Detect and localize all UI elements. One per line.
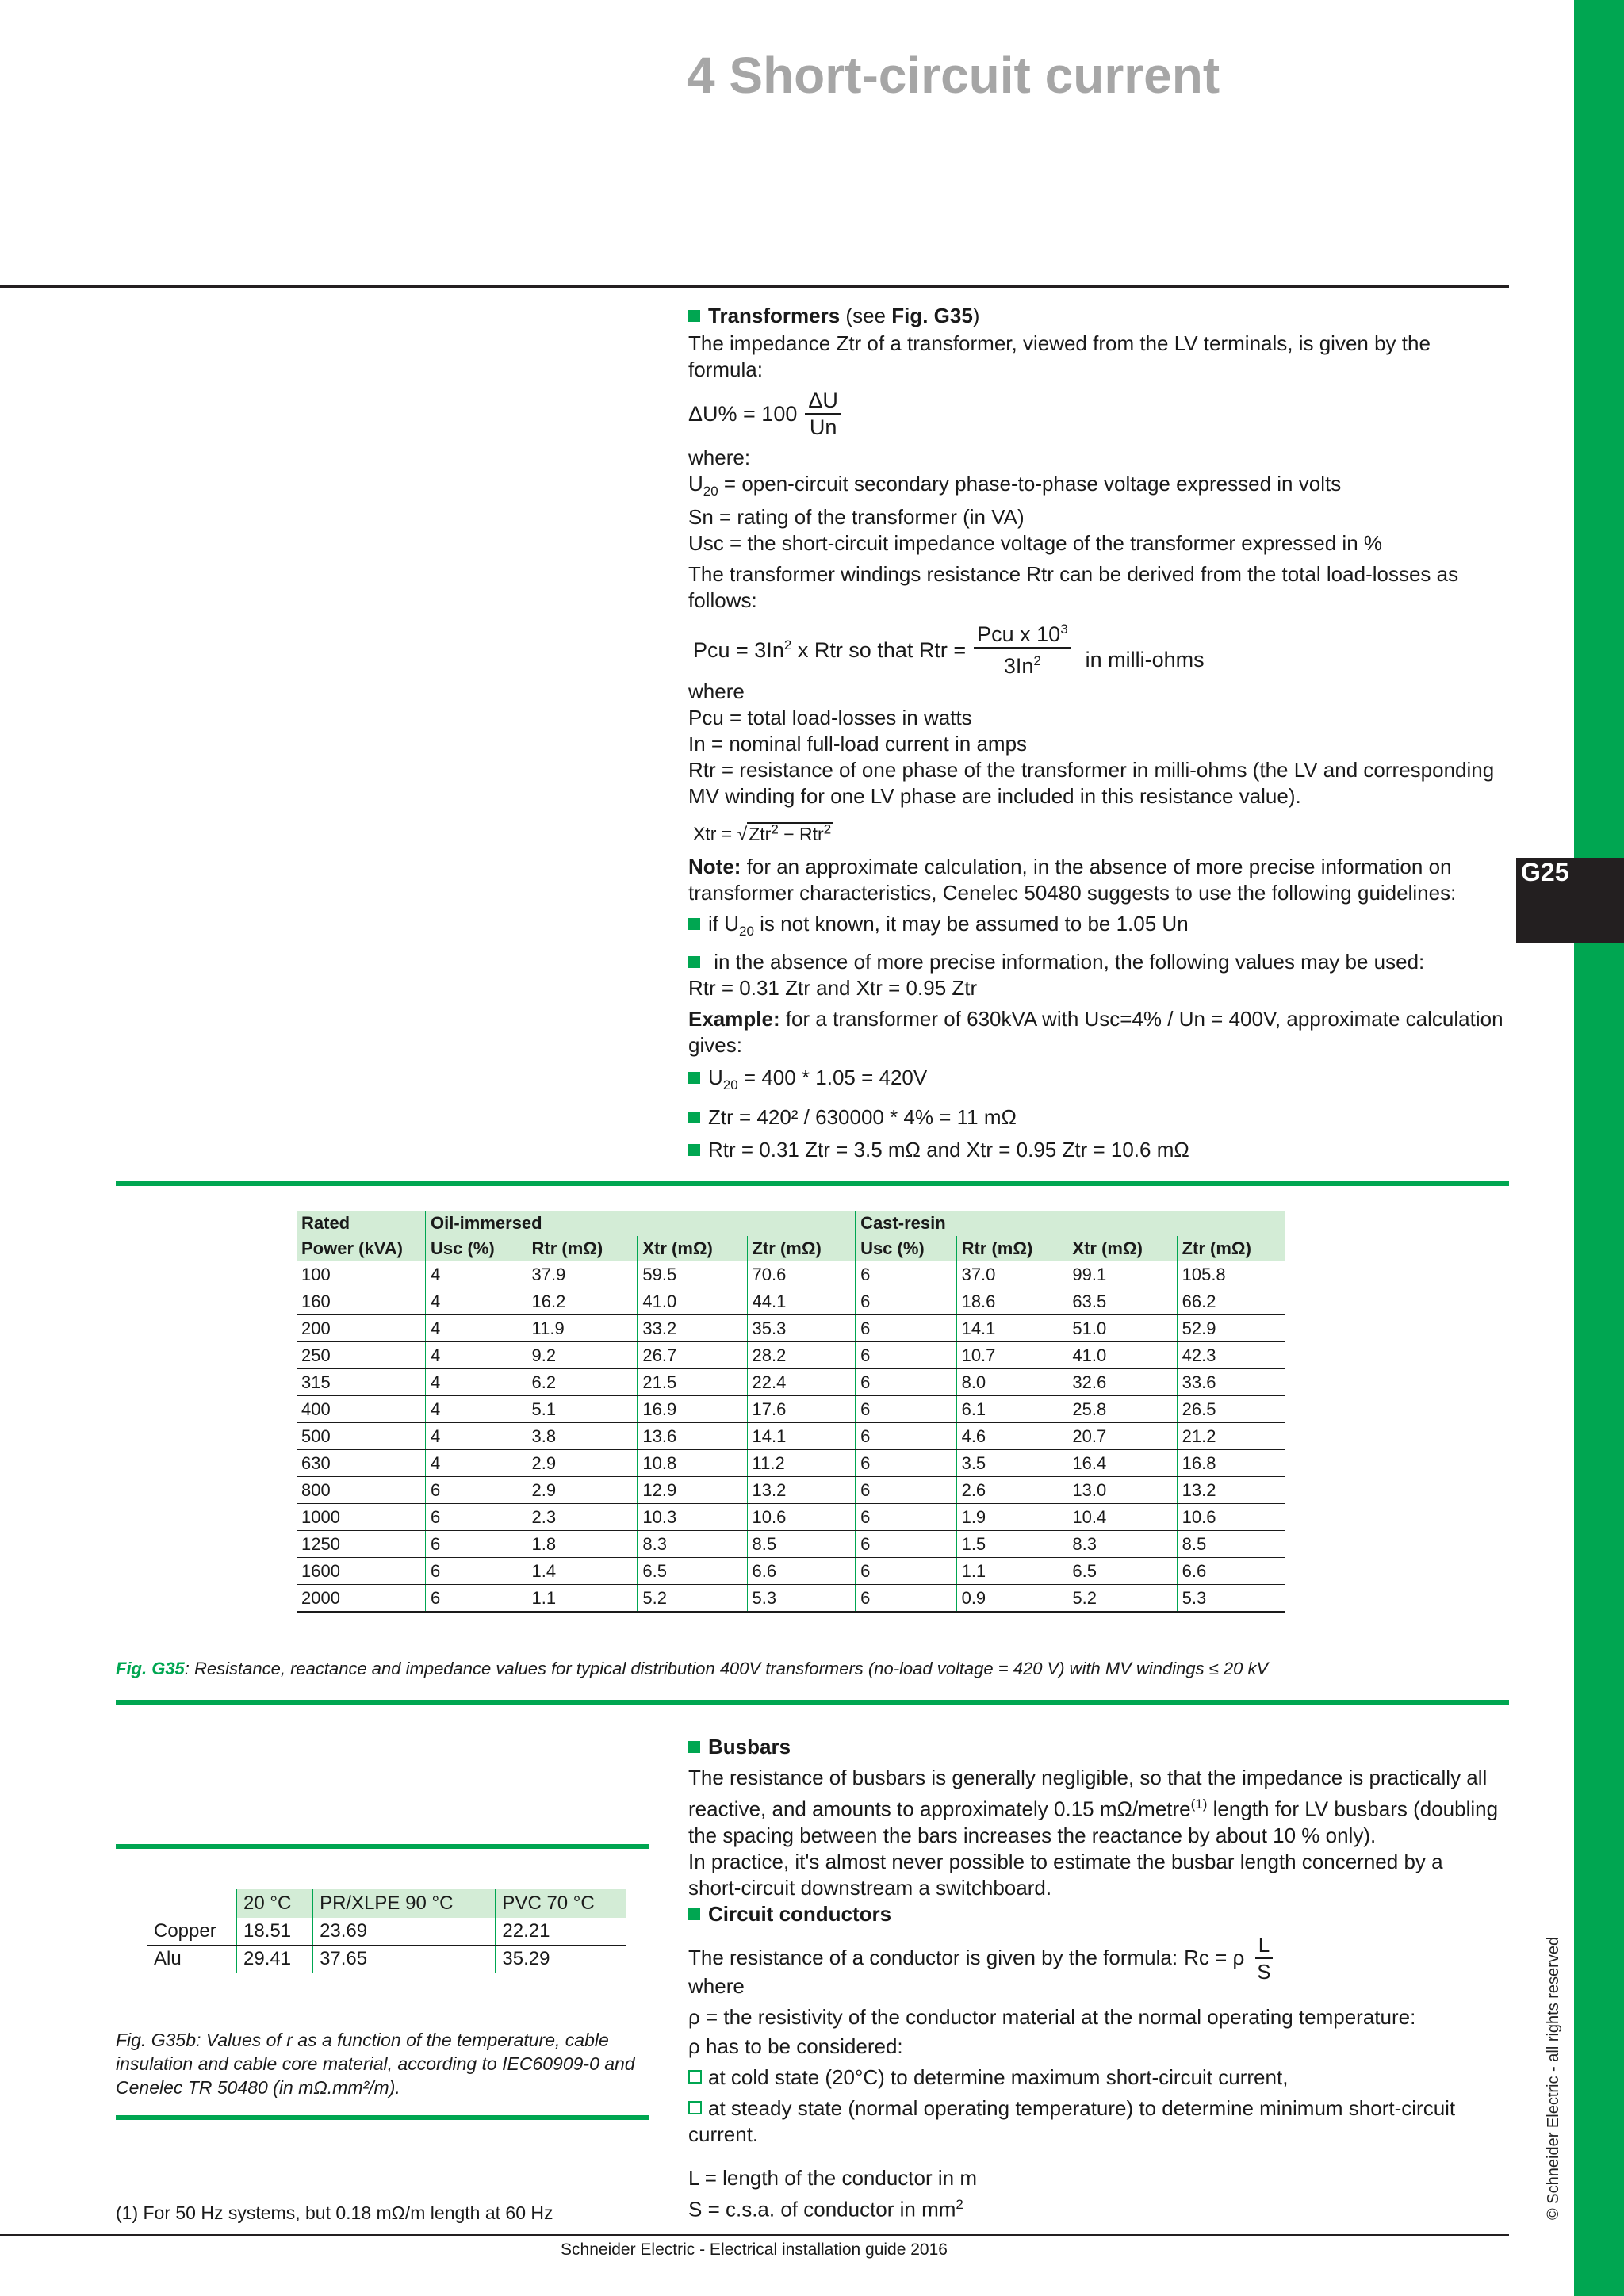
table-cell: 1.5 <box>956 1531 1067 1558</box>
table-cell: 5.2 <box>1067 1585 1177 1613</box>
table-cell: 14.1 <box>747 1423 856 1450</box>
table-cell: 6.6 <box>1177 1558 1285 1585</box>
table-cell: 13.0 <box>1067 1477 1177 1504</box>
bullet-square-icon <box>688 1741 700 1753</box>
col-header: PVC 70 °C <box>496 1889 626 1918</box>
footer-text: Schneider Electric - Electrical installation guide 2016 <box>561 2241 948 2259</box>
table-cell: 6 <box>856 1477 957 1504</box>
col-header: Rtr (mΩ) <box>956 1236 1067 1261</box>
table-row <box>297 1504 1285 1531</box>
table-cell: 21.5 <box>638 1369 747 1396</box>
table-row <box>147 1946 626 1973</box>
table-cell: 6 <box>856 1585 957 1613</box>
table-cell: 22.4 <box>747 1369 856 1396</box>
table-cell: 8.3 <box>638 1531 747 1558</box>
table-cell: 16.2 <box>527 1288 638 1315</box>
where-label-2: where <box>688 679 745 704</box>
table-cell: 105.8 <box>1177 1261 1285 1288</box>
table-cell: 9.2 <box>527 1342 638 1369</box>
table-cell: 6.5 <box>638 1558 747 1585</box>
table-cell: 1.9 <box>956 1504 1067 1531</box>
table-row <box>297 1315 1285 1342</box>
table-cell: 8.0 <box>956 1369 1067 1396</box>
bullet-square-icon <box>688 956 700 968</box>
bullet-square-icon <box>688 1072 700 1084</box>
table-cell: 3.8 <box>527 1423 638 1450</box>
table-cell: 2.9 <box>527 1450 638 1477</box>
conductors-where: where <box>688 1973 745 1998</box>
table-row <box>297 1288 1285 1315</box>
def-u20: $U_{20}$ = open-circuit secondary phase-to-phase voltage expressed in volts <box>688 472 1342 499</box>
table-cell: 37.65 <box>313 1946 496 1973</box>
table-cell: 32.6 <box>1067 1369 1177 1396</box>
table-cell: 200 <box>297 1315 426 1342</box>
header-rule <box>0 285 1509 288</box>
copyright-text: © Schneider Electric - all rights reserved <box>1545 1936 1562 2220</box>
col-header: Usc (%) <box>856 1236 957 1261</box>
table-cell: 8.5 <box>1177 1531 1285 1558</box>
table-cell: 6 <box>856 1423 957 1450</box>
table-cell: 12.9 <box>638 1477 747 1504</box>
figure-caption: Fig. G35: Resistance, reactance and impedance values for typical distribution 400V transformers (no-load voltage = 420 V) with MV windings ≤ 20 kV <box>116 1659 1269 1678</box>
col-header: 20 °C <box>237 1889 313 1918</box>
footnote: (1) For 50 Hz systems, but 0.18 mΩ/m length at 60 Hz <box>116 2202 553 2223</box>
table-cell: 10.6 <box>1177 1504 1285 1531</box>
resistivity-header-row <box>147 1889 626 1918</box>
bullet-square-icon <box>688 918 700 930</box>
note-paragraph: Note: for an approximate calculation, in the absence of more precise information on transformer characteristics, Cenelec 50480 suggests to use the following guidelines: <box>688 854 1457 905</box>
busbars-heading: Busbars <box>688 1734 1509 1760</box>
table-cell: 4.6 <box>956 1423 1067 1450</box>
table-cell: 6 <box>856 1261 957 1288</box>
formula-rtr: Pcu = $3In^2$ x Rtr so that Rtr = $\frac{Pcu x 10^3}{3In^2}$ in milli-ohms <box>693 617 1509 679</box>
table-cell: 35.3 <box>747 1315 856 1342</box>
table-cell: 6 <box>426 1504 527 1531</box>
table-cell: 28.2 <box>747 1342 856 1369</box>
table-cell: 25.8 <box>1067 1396 1177 1423</box>
table-cell: 26.7 <box>638 1342 747 1369</box>
rtr-intro: The transformer windings resistance Rtr can be derived from the total load-losses as follows: <box>688 562 1459 613</box>
table-row <box>297 1585 1285 1613</box>
option-cold: at cold state (20°C) to determine maximum short-circuit current, <box>688 2064 1509 2091</box>
table-cell: 6 <box>426 1531 527 1558</box>
table-cell: 4 <box>426 1423 527 1450</box>
rho-consider: ρ has to be considered: <box>688 2034 903 2058</box>
def-usc: Usc = the short-circuit impedance voltage of the transformer expressed in % <box>688 531 1383 556</box>
table-cell: 6 <box>426 1558 527 1585</box>
col-header: Rtr (mΩ) <box>527 1236 638 1261</box>
table-cell: 10.8 <box>638 1450 747 1477</box>
table-cell: 1250 <box>297 1531 426 1558</box>
table-cell: 3.5 <box>956 1450 1067 1477</box>
table-cell: 41.0 <box>1067 1342 1177 1369</box>
col-header: Ztr (mΩ) <box>747 1236 856 1261</box>
table-cell: Alu <box>147 1946 237 1973</box>
checkbox-square-icon <box>688 2070 702 2084</box>
table-cell: 6.5 <box>1067 1558 1177 1585</box>
table-cell: 13.6 <box>638 1423 747 1450</box>
l-def: L = length of the conductor in m <box>688 2165 977 2190</box>
table-cell: 21.2 <box>1177 1423 1285 1450</box>
table-cell: 800 <box>297 1477 426 1504</box>
table-cell: 66.2 <box>1177 1288 1285 1315</box>
table-cell: 14.1 <box>956 1315 1067 1342</box>
transformers-intro: The impedance Ztr of a transformer, viewed from the LV terminals, is given by the formula: <box>688 331 1431 381</box>
figure-b-caption: Fig. G35b: Values of r as a function of the temperature, cable insulation and cable core material, according to IEC60909-0 and Cenelec TR 50480 (in mΩ.mm²/m). <box>116 2030 635 2098</box>
table-cell: 4 <box>426 1396 527 1423</box>
figure-bottom-rule <box>116 1700 1509 1705</box>
table-cell: 4 <box>426 1450 527 1477</box>
table-cell: 11.9 <box>527 1315 638 1342</box>
def-rtr: Rtr = resistance of one phase of the transformer in milli-ohms (the LV and corresponding MV winding for one LV phase are included in this resistance value). <box>688 758 1495 809</box>
table-cell: 35.29 <box>496 1946 626 1973</box>
table-cell: 18.51 <box>237 1918 313 1946</box>
option-steady: at steady state (normal operating temperature) to determine minimum short-circuit current. <box>688 2095 1456 2146</box>
formula-rc: The resistance of a conductor is given by the formula: Rc = ρ $\frac{L}{S}$ <box>688 1932 1509 1984</box>
table-row <box>297 1450 1285 1477</box>
group-rated: Rated <box>297 1211 426 1236</box>
conductors-heading: Circuit conductors <box>688 1901 1509 1927</box>
table-cell: 41.0 <box>638 1288 747 1315</box>
table-cell: 10.4 <box>1067 1504 1177 1531</box>
table-cell: 26.5 <box>1177 1396 1285 1423</box>
table-cell: 160 <box>297 1288 426 1315</box>
table-cell: 5.3 <box>747 1585 856 1613</box>
table-cell: 5.3 <box>1177 1585 1285 1613</box>
table-cell: 4 <box>426 1342 527 1369</box>
table-cell: 6.1 <box>956 1396 1067 1423</box>
resistivity-table <box>147 1889 626 1973</box>
bullet-square-icon <box>688 1144 700 1156</box>
footer-rule <box>0 2234 1509 2236</box>
table-cell: 1.8 <box>527 1531 638 1558</box>
checkbox-square-icon <box>688 2101 702 2114</box>
table-cell: 17.6 <box>747 1396 856 1423</box>
example-bullet-3: Rtr = 0.31 Ztr = 3.5 mΩ and Xtr = 0.95 Ztr = 10.6 mΩ <box>688 1137 1509 1163</box>
table-cell: 6.6 <box>747 1558 856 1585</box>
table-cell: 1600 <box>297 1558 426 1585</box>
col-header: Ztr (mΩ) <box>1177 1236 1285 1261</box>
table-cell: 8.3 <box>1067 1531 1177 1558</box>
table-cell: 10.7 <box>956 1342 1067 1369</box>
table-cell: 20.7 <box>1067 1423 1177 1450</box>
example-bullet-1: $U_{20} = 400 * 1.05 = 420V$ <box>688 1065 1509 1098</box>
table-cell: 13.2 <box>747 1477 856 1504</box>
table-cell: 29.41 <box>237 1946 313 1973</box>
transformer-impedance-table <box>297 1211 1285 1613</box>
table-cell: 4 <box>426 1315 527 1342</box>
formula-delta-u: ΔU% = 100 $\frac{\Delta U}{Un}$ <box>688 388 1509 440</box>
col-header: Xtr (mΩ) <box>638 1236 747 1261</box>
col-power: Power (kVA) <box>297 1236 426 1261</box>
table-cell: 250 <box>297 1342 426 1369</box>
table-cell: 23.69 <box>313 1918 496 1946</box>
table-cell: 37.0 <box>956 1261 1067 1288</box>
table-group-header-row <box>297 1211 1285 1236</box>
table-cell: 1.4 <box>527 1558 638 1585</box>
def-in: In = nominal full-load current in amps <box>688 732 1028 756</box>
table-cell: 52.9 <box>1177 1315 1285 1342</box>
group-oil-immersed: Oil-immersed <box>426 1211 856 1236</box>
table-cell: 1.1 <box>956 1558 1067 1585</box>
example-bullet-2: Ztr = 420² / 630000 * 4% = 11 mΩ <box>688 1104 1509 1131</box>
bullet-square-icon <box>688 1112 700 1123</box>
table-cell: 99.1 <box>1067 1261 1177 1288</box>
table-cell: 37.9 <box>527 1261 638 1288</box>
table-cell: 70.6 <box>747 1261 856 1288</box>
table-row <box>297 1396 1285 1423</box>
table-cell: 315 <box>297 1369 426 1396</box>
table-cell: 6 <box>856 1450 957 1477</box>
table-row <box>297 1342 1285 1369</box>
table-cell: 0.9 <box>956 1585 1067 1613</box>
table-cell: 2.3 <box>527 1504 638 1531</box>
table-row <box>297 1558 1285 1585</box>
table-cell: 13.2 <box>1177 1477 1285 1504</box>
table-cell: 6 <box>856 1531 957 1558</box>
table-cell: 44.1 <box>747 1288 856 1315</box>
table-cell: 5.1 <box>527 1396 638 1423</box>
table-cell: 1.1 <box>527 1585 638 1613</box>
table-cell: 500 <box>297 1423 426 1450</box>
table-cell: 2.6 <box>956 1477 1067 1504</box>
formula-xtr: Xtr = √Ztr$^2$ − Rtr$^2$ <box>693 821 832 844</box>
table-cell: 63.5 <box>1067 1288 1177 1315</box>
def-sn: Sn = rating of the transformer (in VA) <box>688 505 1025 530</box>
busbars-text-2: In practice, it's almost never possible to estimate the busbar length concerned by a short-circuit downstream a switchboard. <box>688 1849 1443 1900</box>
table-cell: 16.8 <box>1177 1450 1285 1477</box>
figure-top-rule <box>116 1181 1509 1186</box>
table-cell: 2000 <box>297 1585 426 1613</box>
table-cell: 6 <box>856 1288 957 1315</box>
def-pcu: Pcu = total load-losses in watts <box>688 706 972 730</box>
figure-b-bottom-rule <box>116 2115 649 2120</box>
note-bullet-2-cont: Rtr = 0.31 Ztr and Xtr = 0.95 Ztr <box>688 976 978 1001</box>
table-cell: 4 <box>426 1261 527 1288</box>
table-cell: 8.5 <box>747 1531 856 1558</box>
table-row <box>147 1918 626 1946</box>
rho-def: ρ = the resistivity of the conductor material at the normal operating temperature: <box>688 2004 1416 2029</box>
table-cell: 6 <box>856 1504 957 1531</box>
table-cell: 59.5 <box>638 1261 747 1288</box>
chapter-title: 4 Short-circuit current <box>687 47 1220 104</box>
table-cell: 16.9 <box>638 1396 747 1423</box>
col-header: Xtr (mΩ) <box>1067 1236 1177 1261</box>
note-bullet-1: if $U_{20}$ is not known, it may be assumed to be 1.05 Un <box>688 911 1509 944</box>
table-cell: 6 <box>426 1477 527 1504</box>
table-row <box>297 1423 1285 1450</box>
table-cell: 22.21 <box>496 1918 626 1946</box>
table-cell: 51.0 <box>1067 1315 1177 1342</box>
busbars-text: The resistance of busbars is generally negligible, so that the impedance is practically all reactive, and amounts to approximately 0.15 mΩ/metre$^{(1)}$ length for LV busbars (doubling the spacing between the bars increases the reactance by about 10 % only). <box>688 1766 1499 1847</box>
busbars-section <box>688 1734 1509 2222</box>
col-header: PR/XLPE 90 °C <box>313 1889 496 1918</box>
table-cell: 42.3 <box>1177 1342 1285 1369</box>
table-cell: 630 <box>297 1450 426 1477</box>
table-cell: 4 <box>426 1369 527 1396</box>
table-row <box>297 1531 1285 1558</box>
group-cast-resin: Cast-resin <box>856 1211 1285 1236</box>
bullet-square-icon <box>688 310 700 322</box>
table-cell: 10.3 <box>638 1504 747 1531</box>
transformers-section <box>688 303 1509 1163</box>
table-cell: Copper <box>147 1918 237 1946</box>
bullet-square-icon <box>688 1908 700 1920</box>
table-cell: 6 <box>856 1369 957 1396</box>
where-label: where: <box>688 446 751 469</box>
table-cell: 6 <box>856 1342 957 1369</box>
table-row <box>297 1261 1285 1288</box>
table-cell: 11.2 <box>747 1450 856 1477</box>
table-cell: 400 <box>297 1396 426 1423</box>
table-row <box>297 1477 1285 1504</box>
side-green-bar <box>1574 0 1624 2296</box>
empty-corner <box>147 1889 237 1918</box>
figure-b-top-rule <box>116 1844 649 1849</box>
table-cell: 5.2 <box>638 1585 747 1613</box>
s-def: S = c.s.a. of conductor in $mm^2$ <box>688 2196 963 2221</box>
table-cell: 1000 <box>297 1504 426 1531</box>
example-paragraph: Example: for a transformer of 630kVA with Usc=4% / Un = 400V, approximate calculation gives: <box>688 1007 1503 1058</box>
table-cell: 33.6 <box>1177 1369 1285 1396</box>
table-cell: 6 <box>426 1585 527 1613</box>
table-column-header-row <box>297 1236 1285 1261</box>
table-cell: 6.2 <box>527 1369 638 1396</box>
table-cell: 4 <box>426 1288 527 1315</box>
transformers-heading: Transformers (see Fig. G35) <box>688 303 1509 329</box>
table-cell: 33.2 <box>638 1315 747 1342</box>
note-bullet-2: in the absence of more precise information, the following values may be used: <box>688 949 1509 975</box>
page-tab: G25 <box>1516 858 1624 943</box>
table-cell: 100 <box>297 1261 426 1288</box>
table-cell: 6 <box>856 1558 957 1585</box>
table-cell: 6 <box>856 1396 957 1423</box>
table-cell: 2.9 <box>527 1477 638 1504</box>
table-cell: 16.4 <box>1067 1450 1177 1477</box>
col-header: Usc (%) <box>426 1236 527 1261</box>
table-cell: 18.6 <box>956 1288 1067 1315</box>
table-cell: 6 <box>856 1315 957 1342</box>
table-cell: 10.6 <box>747 1504 856 1531</box>
table-row <box>297 1369 1285 1396</box>
